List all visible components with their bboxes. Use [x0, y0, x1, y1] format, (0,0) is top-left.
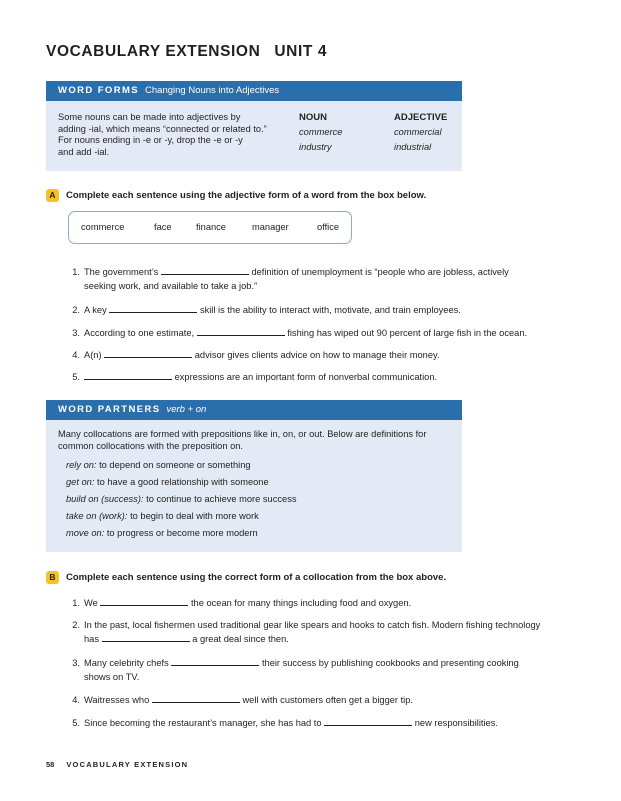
adjective-header: ADJECTIVE	[394, 112, 448, 123]
item-text: Since becoming the restaurant’s manager, she has had to	[84, 718, 322, 728]
item-text: shows on TV.	[84, 672, 140, 682]
definition-meaning: to continue to achieve more success	[146, 494, 297, 504]
page-number: 58	[46, 760, 55, 769]
word-partners-subheading: verb + on	[166, 404, 207, 415]
item-number: 5.	[72, 372, 80, 382]
intro-line: Many collocations are formed with prepositions like in, on, or out. Below are definitions for	[58, 429, 427, 439]
word-forms-explanation	[58, 112, 288, 158]
instruction-text: Complete each sentence using the correct form of a collocation from the box above.	[66, 572, 447, 584]
item-number: 2.	[72, 620, 80, 630]
definition-row	[66, 491, 456, 508]
word-partners-heading: WORD PARTNERS	[58, 404, 161, 415]
item-text: a great deal since then.	[192, 634, 289, 644]
item-text: has	[84, 634, 99, 644]
definition-row	[66, 457, 456, 474]
adjective-word: commercial	[394, 127, 442, 137]
noun-word: commerce	[299, 127, 343, 137]
answer-blank[interactable]	[152, 693, 240, 703]
item-text: The government’s	[84, 267, 159, 277]
item-text: the ocean for many things including food and oxygen.	[190, 598, 412, 608]
definition-meaning: to progress or become more modern	[106, 528, 258, 538]
item-text: their success by publishing cookbooks and presenting cooking	[261, 658, 519, 668]
item-text: skill is the ability to interact with, motivate, and train employees.	[199, 305, 461, 315]
word-partners-box	[46, 400, 462, 552]
exercise-a-item	[68, 326, 568, 340]
definition-term: take on (work):	[66, 511, 128, 521]
page-title	[46, 43, 327, 61]
word-forms-box	[46, 81, 462, 171]
word-partners-header	[46, 400, 462, 420]
exercise-a-badge: A	[46, 189, 59, 202]
definition-term: move on:	[66, 528, 105, 538]
item-text: expressions are an important form of nonverbal communication.	[174, 372, 438, 382]
definition-meaning: to depend on someone or something	[99, 460, 251, 470]
answer-blank[interactable]	[324, 716, 412, 726]
item-number: 1.	[72, 267, 80, 277]
item-text: advisor gives clients advice on how to manage their money.	[194, 350, 440, 360]
adjective-word: industrial	[394, 142, 432, 152]
exercise-a-item	[68, 265, 568, 293]
item-text: A(n)	[84, 350, 102, 360]
noun-word: industry	[299, 142, 332, 152]
item-number: 3.	[72, 328, 80, 338]
answer-blank[interactable]	[84, 370, 172, 380]
exercise-b-badge: B	[46, 571, 59, 584]
answer-blank[interactable]	[104, 348, 192, 358]
item-text: seeking work, and available to take a job.”	[84, 281, 258, 291]
exercise-b-item	[68, 656, 568, 684]
exercise-a-item	[68, 303, 568, 317]
instruction-text: Complete each sentence using the adjective form of a word from the box below.	[66, 190, 427, 202]
item-number: 3.	[72, 658, 80, 668]
item-number: 1.	[72, 598, 80, 608]
exercise-b-item	[68, 693, 568, 707]
collocation-definitions	[66, 457, 456, 542]
exercise-a-item	[68, 348, 568, 362]
definition-term: build on (success):	[66, 494, 144, 504]
definition-term: get on:	[66, 477, 95, 487]
explanation-line: Some nouns can be made into adjectives by	[58, 112, 241, 122]
word-partners-intro	[58, 428, 458, 452]
noun-header: NOUN	[299, 112, 327, 123]
box-word: office	[317, 222, 340, 232]
word-forms-subheading: Changing Nouns into Adjectives	[145, 85, 280, 96]
item-text: definition of unemployment is “people who are jobless, actively	[251, 267, 509, 277]
answer-blank[interactable]	[100, 596, 188, 606]
definition-row	[66, 525, 456, 542]
exercise-b-item	[68, 618, 568, 646]
box-word: face	[154, 222, 172, 232]
title-text: VOCABULARY EXTENSION	[46, 43, 261, 60]
answer-blank[interactable]	[161, 265, 249, 275]
item-text: new responsibilities.	[414, 718, 498, 728]
definition-row	[66, 474, 456, 491]
item-text: Waitresses who	[84, 695, 150, 705]
box-word: finance	[196, 222, 226, 232]
item-text: In the past, local fishermen used traditional gear like spears and hooks to catch fish. Modern fishing technology	[84, 620, 541, 630]
explanation-line: adding -ial, which means “connected or related to.”	[58, 123, 267, 134]
answer-blank[interactable]	[109, 303, 197, 313]
item-number: 4.	[72, 350, 80, 360]
exercise-a-item	[68, 370, 568, 384]
word-box	[68, 211, 352, 244]
exercise-b-instruction	[46, 571, 446, 584]
item-text: well with customers often get a bigger tip.	[242, 695, 413, 705]
box-word: commerce	[81, 222, 125, 232]
unit-label: UNIT 4	[274, 43, 328, 60]
item-text: According to one estimate,	[84, 328, 195, 338]
definition-term: rely on:	[66, 460, 97, 470]
page-footer	[46, 760, 188, 769]
definition-meaning: to have a good relationship with someone	[97, 477, 269, 487]
item-text: A key	[84, 305, 107, 315]
item-number: 2.	[72, 305, 80, 315]
item-number: 5.	[72, 718, 80, 728]
explanation-line: and add -ial.	[58, 146, 110, 157]
box-word: manager	[252, 222, 289, 232]
answer-blank[interactable]	[171, 656, 259, 666]
answer-blank[interactable]	[102, 632, 190, 642]
definition-meaning: to begin to deal with more work	[130, 511, 259, 521]
adjective-column	[394, 110, 447, 155]
exercise-b-item	[68, 716, 568, 730]
word-forms-header	[46, 81, 462, 101]
item-number: 4.	[72, 695, 80, 705]
explanation-line: For nouns ending in -e or -y, drop the -e or -y	[58, 135, 243, 146]
intro-line: common collocations with the preposition on.	[58, 441, 244, 451]
noun-column	[299, 110, 342, 155]
item-text: Many celebrity chefs	[84, 658, 169, 668]
item-text: We	[84, 598, 98, 608]
item-text: fishing has wiped out 90 percent of large fish in the ocean.	[287, 328, 528, 338]
answer-blank[interactable]	[197, 326, 285, 336]
exercise-b-item	[68, 596, 568, 610]
word-forms-heading: WORD FORMS	[58, 85, 140, 96]
exercise-a-instruction	[46, 189, 426, 202]
definition-row	[66, 508, 456, 525]
footer-section: VOCABULARY EXTENSION	[66, 760, 189, 769]
